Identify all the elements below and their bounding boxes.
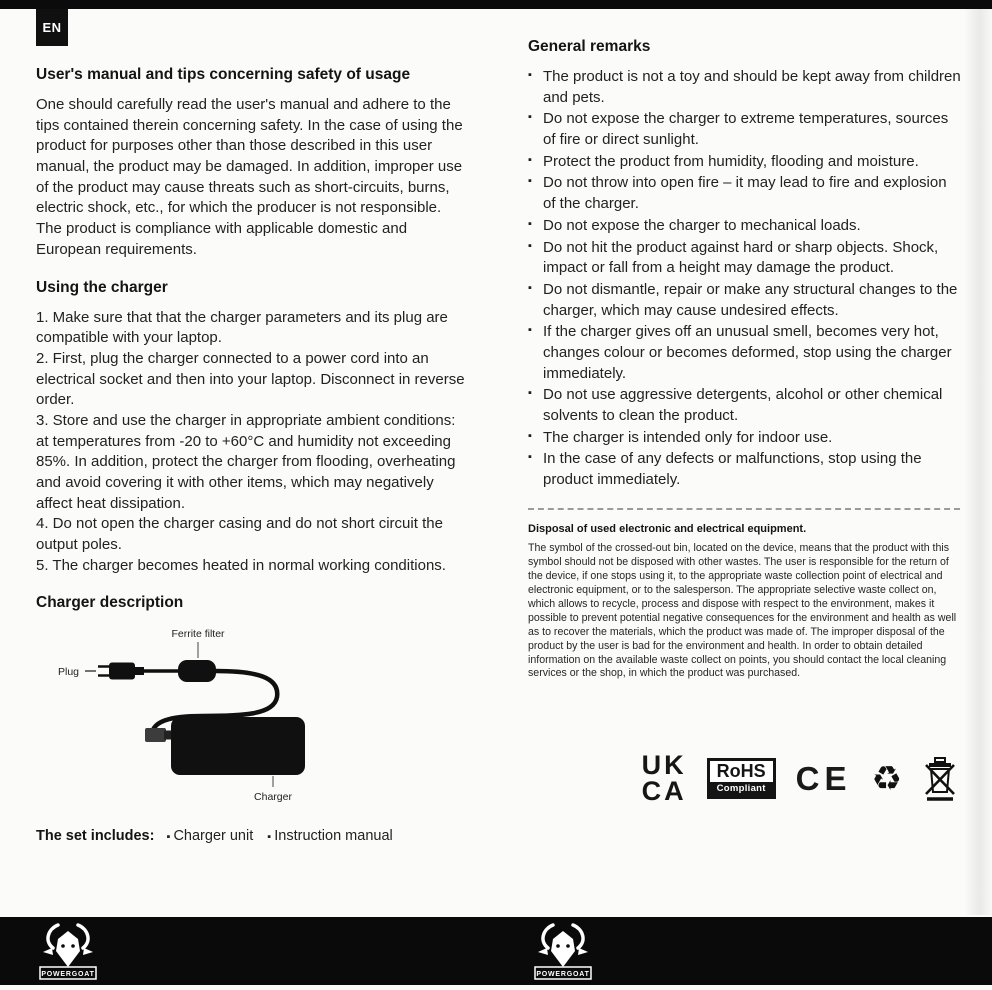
set-includes-item: ▪ Instruction manual: [267, 828, 392, 844]
language-badge-label: EN: [42, 20, 62, 35]
page-edge-shadow: [964, 9, 992, 915]
remark-item: ▪ Do not use aggressive detergents, alcohol or other chemical solvents to clean the product.: [528, 385, 962, 426]
charger-description-heading: Charger description: [36, 594, 184, 612]
charger-label: Charger: [254, 791, 292, 804]
rohs-mark-title: RoHS: [716, 761, 766, 782]
section-divider: [528, 508, 960, 510]
remark-item: ▪ Protect the product from humidity, flooding and moisture.: [528, 152, 962, 173]
plug-label: Plug: [58, 666, 80, 679]
ce-mark: CE: [795, 759, 852, 797]
powergoat-logo-text: POWERGOAT: [536, 971, 590, 978]
manual-content: [36, 36, 962, 844]
remark-item: ▪ Do not dismantle, repair or make any structural changes to the charger, which may cause undesired effects.: [528, 280, 962, 321]
top-edge-bar: [0, 0, 992, 9]
plug-body: [109, 663, 135, 680]
remark-item: ▪ Do not expose the charger to extreme temperatures, sources of fire or direct sunlight.: [528, 109, 962, 150]
set-includes-label: The set includes:: [36, 828, 155, 845]
weee-bin-icon: [922, 756, 958, 802]
instruction-step: 2. First, plug the charger connected to a power cord into an electrical socket and then into your laptop. Disconnect in reverse order.: [36, 349, 465, 409]
charger-diagram-drawing: [50, 623, 362, 807]
rohs-mark-subtitle: Compliant: [710, 782, 773, 796]
set-includes-line: [36, 828, 468, 844]
set-includes-item: ▪ Charger unit: [166, 828, 253, 844]
instruction-step: 5. The charger becomes heated in normal working conditions.: [36, 556, 446, 574]
using-charger-steps: [36, 308, 468, 577]
left-column: [36, 36, 468, 844]
ferrite-filter-label: Ferrite filter: [171, 628, 225, 641]
general-remarks-heading: General remarks: [528, 38, 651, 55]
ukca-mark-top: UK: [641, 750, 687, 781]
safety-heading: User's manual and tips concerning safety of usage: [36, 66, 411, 83]
ukca-mark-bottom: CA: [641, 775, 687, 806]
charger-brick: [171, 717, 305, 775]
using-charger-heading: Using the charger: [36, 278, 168, 296]
remark-item: ▪ Do not expose the charger to mechanical loads.: [528, 216, 962, 237]
ferrite-filter-shape: [178, 660, 216, 682]
remark-item: ▪ In the case of any defects or malfunctions, stop using the product immediately.: [528, 449, 962, 490]
general-remarks-list: [528, 67, 962, 491]
recycling-icon: ♻: [871, 759, 902, 798]
powergoat-logo: [531, 921, 595, 983]
dc-connector: [145, 728, 166, 742]
rohs-mark: [707, 758, 776, 799]
charger-diagram: [50, 623, 468, 812]
powergoat-logo: [36, 921, 100, 983]
disposal-heading: Disposal of used electronic and electrical equipment.: [528, 522, 807, 535]
remark-item: ▪ If the charger gives off an unusual smell, becomes very hot, changes colour or becomes deformed, stop using the charger immediately.: [528, 322, 962, 384]
disposal-paragraph: The symbol of the crossed-out bin, located on the device, means that the product with this symbol should not be disposed with other wastes. The user is responsible for the return of the device, if one stops using it, to the appropriate waste collection point of electrical and electronic equipment, or to the salesperson. The appropriate selective waste collect on, which allows to recycle, process and dispose with respect to the environment, makes it possible to prevent potential negative consequences for the environment and health as well as to recover the materials, which the product was made of. The improper disposal of the product by the user is bad for the environment and health. In order to obtain detailed information on the available waste collect on points, you should contact the local cleaning services or the shop, in which the product was purchased.: [528, 541, 957, 680]
instruction-step: 1. Make sure that that the charger parameters and its plug are compatible with your laptop.: [36, 308, 448, 347]
remark-item: ▪ Do not throw into open fire – it may lead to fire and explosion of the charger.: [528, 173, 962, 214]
safety-paragraph: One should carefully read the user's manual and adhere to the tips contained therein concerning safety. In the case of using the product for purposes other than those described in this user manual, the product may be damaged. In addition, improper use of the product may cause threats such as short-circuits, burns, electric shock, etc., for which the producer is not responsible. The product is compliance with applicable domestic and European requirements.: [36, 96, 463, 258]
remark-item: ▪ Do not hit the product against hard or sharp objects. Shock, impact or fall from a height may damage the product.: [528, 238, 962, 279]
right-column: [528, 36, 962, 844]
remark-item: ▪ The product is not a toy and should be kept away from children and pets.: [528, 67, 962, 108]
footer-bar: [0, 917, 992, 985]
ukca-mark: [641, 750, 687, 806]
compliance-marks: [528, 750, 962, 806]
instruction-step: 4. Do not open the charger casing and do not short circuit the output poles.: [36, 515, 443, 554]
instruction-step: 3. Store and use the charger in appropriate ambient conditions: at temperatures from -20 to +60°C and humidity not exceeding 85%. In addition, protect the charger from flooding, overheating and avoid covering it with other items, which may negatively affect heat dissipation.: [36, 411, 456, 512]
powergoat-logo-text: POWERGOAT: [41, 971, 95, 978]
remark-item: ▪ The charger is intended only for indoor use.: [528, 428, 962, 449]
